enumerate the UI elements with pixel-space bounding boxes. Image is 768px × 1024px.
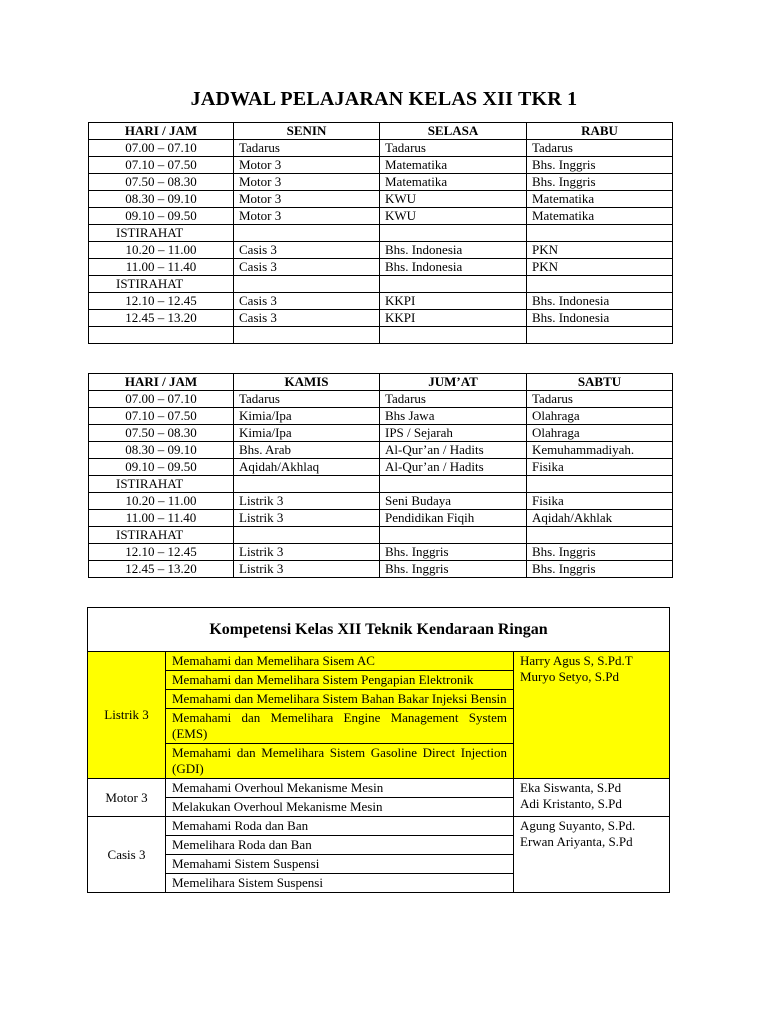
time-cell: 12.45 – 13.20 [89,310,234,327]
subject-cell: Bhs. Inggris [527,174,673,191]
subject-cell [380,327,527,344]
schedule-row [89,208,673,225]
subject-cell: Kimia/Ipa [234,408,380,425]
competency-item: Memahami Sistem Suspensi [166,855,514,874]
header-selasa: SELASA [380,123,527,140]
time-cell: 08.30 – 09.10 [89,442,234,459]
subject-cell: Listrik 3 [234,561,380,578]
subject-cell: Olahraga [527,408,673,425]
subject-cell: KWU [380,191,527,208]
subject-cell: Bhs. Inggris [527,561,673,578]
subject-cell: Olahraga [527,425,673,442]
schedule-row [89,544,673,561]
subject-cell: Motor 3 [234,157,380,174]
schedule-table-thu-sat [88,373,673,578]
competency-teachers [514,652,670,779]
header-hari-jam: HARI / JAM [89,123,234,140]
competency-row [88,652,670,671]
competency-item: Memahami dan Memelihara Sisem AC [166,652,514,671]
competency-group-name: Casis 3 [88,817,166,893]
schedule-row [89,191,673,208]
competency-title: Kompetensi Kelas XII Teknik Kendaraan Ringan [88,608,670,652]
schedule-row [89,408,673,425]
subject-cell: Kimia/Ipa [234,425,380,442]
subject-cell [527,276,673,293]
subject-cell [234,527,380,544]
schedule-header-row [89,123,673,140]
subject-cell: Casis 3 [234,242,380,259]
subject-cell: Tadarus [234,391,380,408]
header-kamis: KAMIS [234,374,380,391]
subject-cell: Seni Budaya [380,493,527,510]
subject-cell [234,276,380,293]
subject-cell: Motor 3 [234,174,380,191]
competency-teachers [514,817,670,893]
subject-cell [380,276,527,293]
schedule-row [89,527,673,544]
schedule-row [89,493,673,510]
subject-cell: Listrik 3 [234,544,380,561]
competency-item: Memelihara Sistem Suspensi [166,874,514,893]
subject-cell: Casis 3 [234,259,380,276]
schedule-row [89,391,673,408]
subject-cell: Motor 3 [234,191,380,208]
schedule-row [89,425,673,442]
time-cell: 10.20 – 11.00 [89,493,234,510]
subject-cell [527,527,673,544]
subject-cell: IPS / Sejarah [380,425,527,442]
subject-cell: Casis 3 [234,293,380,310]
schedule-row [89,242,673,259]
teacher-name: Eka Siswanta, S.Pd [520,780,622,795]
break-cell: ISTIRAHAT [89,527,234,544]
time-cell: 07.10 – 07.50 [89,157,234,174]
time-cell: 10.20 – 11.00 [89,242,234,259]
time-cell: 07.10 – 07.50 [89,408,234,425]
schedule-row [89,561,673,578]
time-cell: 07.50 – 08.30 [89,174,234,191]
subject-cell: Bhs Jawa [380,408,527,425]
time-cell: 12.45 – 13.20 [89,561,234,578]
subject-cell: Tadarus [527,140,673,157]
schedule-row [89,259,673,276]
teacher-name: Erwan Ariyanta, S.Pd [520,834,633,849]
time-cell: 09.10 – 09.50 [89,208,234,225]
competency-item: Memahami dan Memelihara Sistem Pengapian Elektronik [166,671,514,690]
subject-cell: Aqidah/Akhlaq [234,459,380,476]
subject-cell: Matematika [380,174,527,191]
subject-cell: Bhs. Inggris [527,157,673,174]
page-title: JADWAL PELAJARAN KELAS XII TKR 1 [190,88,578,110]
schedule-row [89,293,673,310]
subject-cell: Fisika [527,493,673,510]
subject-cell: Tadarus [380,391,527,408]
subject-cell: Aqidah/Akhlak [527,510,673,527]
subject-cell: KKPI [380,310,527,327]
time-cell [89,327,234,344]
subject-cell: Matematika [527,208,673,225]
subject-cell: Listrik 3 [234,510,380,527]
competency-teachers [514,779,670,817]
header-rabu: RABU [527,123,673,140]
teacher-name: Harry Agus S, S.Pd.T [520,653,633,668]
subject-cell: Casis 3 [234,310,380,327]
time-cell: 07.00 – 07.10 [89,140,234,157]
subject-cell: Bhs. Indonesia [527,293,673,310]
subject-cell: Al-Qur’an / Hadits [380,459,527,476]
subject-cell: Motor 3 [234,208,380,225]
subject-cell: PKN [527,242,673,259]
competency-group-name: Listrik 3 [88,652,166,779]
subject-cell [380,225,527,242]
subject-cell: KKPI [380,293,527,310]
competency-item: Memahami dan Memelihara Sistem Bahan Bakar Injeksi Bensin [166,690,514,709]
subject-cell: Bhs. Inggris [527,544,673,561]
competency-item: Memahami Overhoul Mekanisme Mesin [166,779,514,798]
subject-cell: Matematika [380,157,527,174]
time-cell: 09.10 – 09.50 [89,459,234,476]
header-sabtu: SABTU [527,374,673,391]
teacher-name: Agung Suyanto, S.Pd. [520,818,636,833]
subject-cell: Bhs. Inggris [380,544,527,561]
schedule-row [89,476,673,493]
subject-cell: Bhs. Arab [234,442,380,459]
break-cell: ISTIRAHAT [89,476,234,493]
break-cell: ISTIRAHAT [89,225,234,242]
subject-cell [527,476,673,493]
subject-cell: Al-Qur’an / Hadits [380,442,527,459]
competency-table [87,607,670,893]
subject-cell: Pendidikan Fiqih [380,510,527,527]
header-senin: SENIN [234,123,380,140]
subject-cell: PKN [527,259,673,276]
competency-row [88,779,670,798]
time-cell: 07.00 – 07.10 [89,391,234,408]
header-hari-jam: HARI / JAM [89,374,234,391]
schedule-row [89,276,673,293]
schedule-row [89,310,673,327]
subject-cell [234,225,380,242]
schedule-row [89,174,673,191]
time-cell: 12.10 – 12.45 [89,544,234,561]
competency-item: Memelihara Roda dan Ban [166,836,514,855]
subject-cell [380,476,527,493]
subject-cell: Bhs. Indonesia [380,242,527,259]
subject-cell: Kemuhammadiyah. [527,442,673,459]
schedule-table-mon-wed [88,122,673,344]
schedule-row [89,157,673,174]
competency-item: Melakukan Overhoul Mekanisme Mesin [166,798,514,817]
competency-row [88,817,670,836]
time-cell: 11.00 – 11.40 [89,259,234,276]
subject-cell: Tadarus [234,140,380,157]
time-cell: 07.50 – 08.30 [89,425,234,442]
header-jumat: JUM’AT [380,374,527,391]
subject-cell: Matematika [527,191,673,208]
subject-cell [380,527,527,544]
time-cell: 11.00 – 11.40 [89,510,234,527]
subject-cell: KWU [380,208,527,225]
competency-group-name: Motor 3 [88,779,166,817]
competency-item: Memahami dan Memelihara Sistem Gasoline Direct Injection (GDI) [166,744,514,779]
competency-item: Memahami Roda dan Ban [166,817,514,836]
subject-cell: Listrik 3 [234,493,380,510]
schedule-row [89,459,673,476]
subject-cell: Bhs. Inggris [380,561,527,578]
subject-cell: Bhs. Indonesia [527,310,673,327]
subject-cell [527,327,673,344]
schedule-header-row [89,374,673,391]
competency-item: Memahami dan Memelihara Engine Management System (EMS) [166,709,514,744]
schedule-row [89,442,673,459]
break-cell: ISTIRAHAT [89,276,234,293]
time-cell: 12.10 – 12.45 [89,293,234,310]
schedule-row [89,140,673,157]
schedule-row [89,225,673,242]
subject-cell [234,476,380,493]
teacher-name: Muryo Setyo, S.Pd [520,669,619,684]
time-cell: 08.30 – 09.10 [89,191,234,208]
subject-cell: Fisika [527,459,673,476]
schedule-row [89,510,673,527]
teacher-name: Adi Kristanto, S.Pd [520,796,622,811]
subject-cell [234,327,380,344]
subject-cell: Bhs. Indonesia [380,259,527,276]
subject-cell: Tadarus [527,391,673,408]
schedule-row [89,327,673,344]
subject-cell [527,225,673,242]
subject-cell: Tadarus [380,140,527,157]
